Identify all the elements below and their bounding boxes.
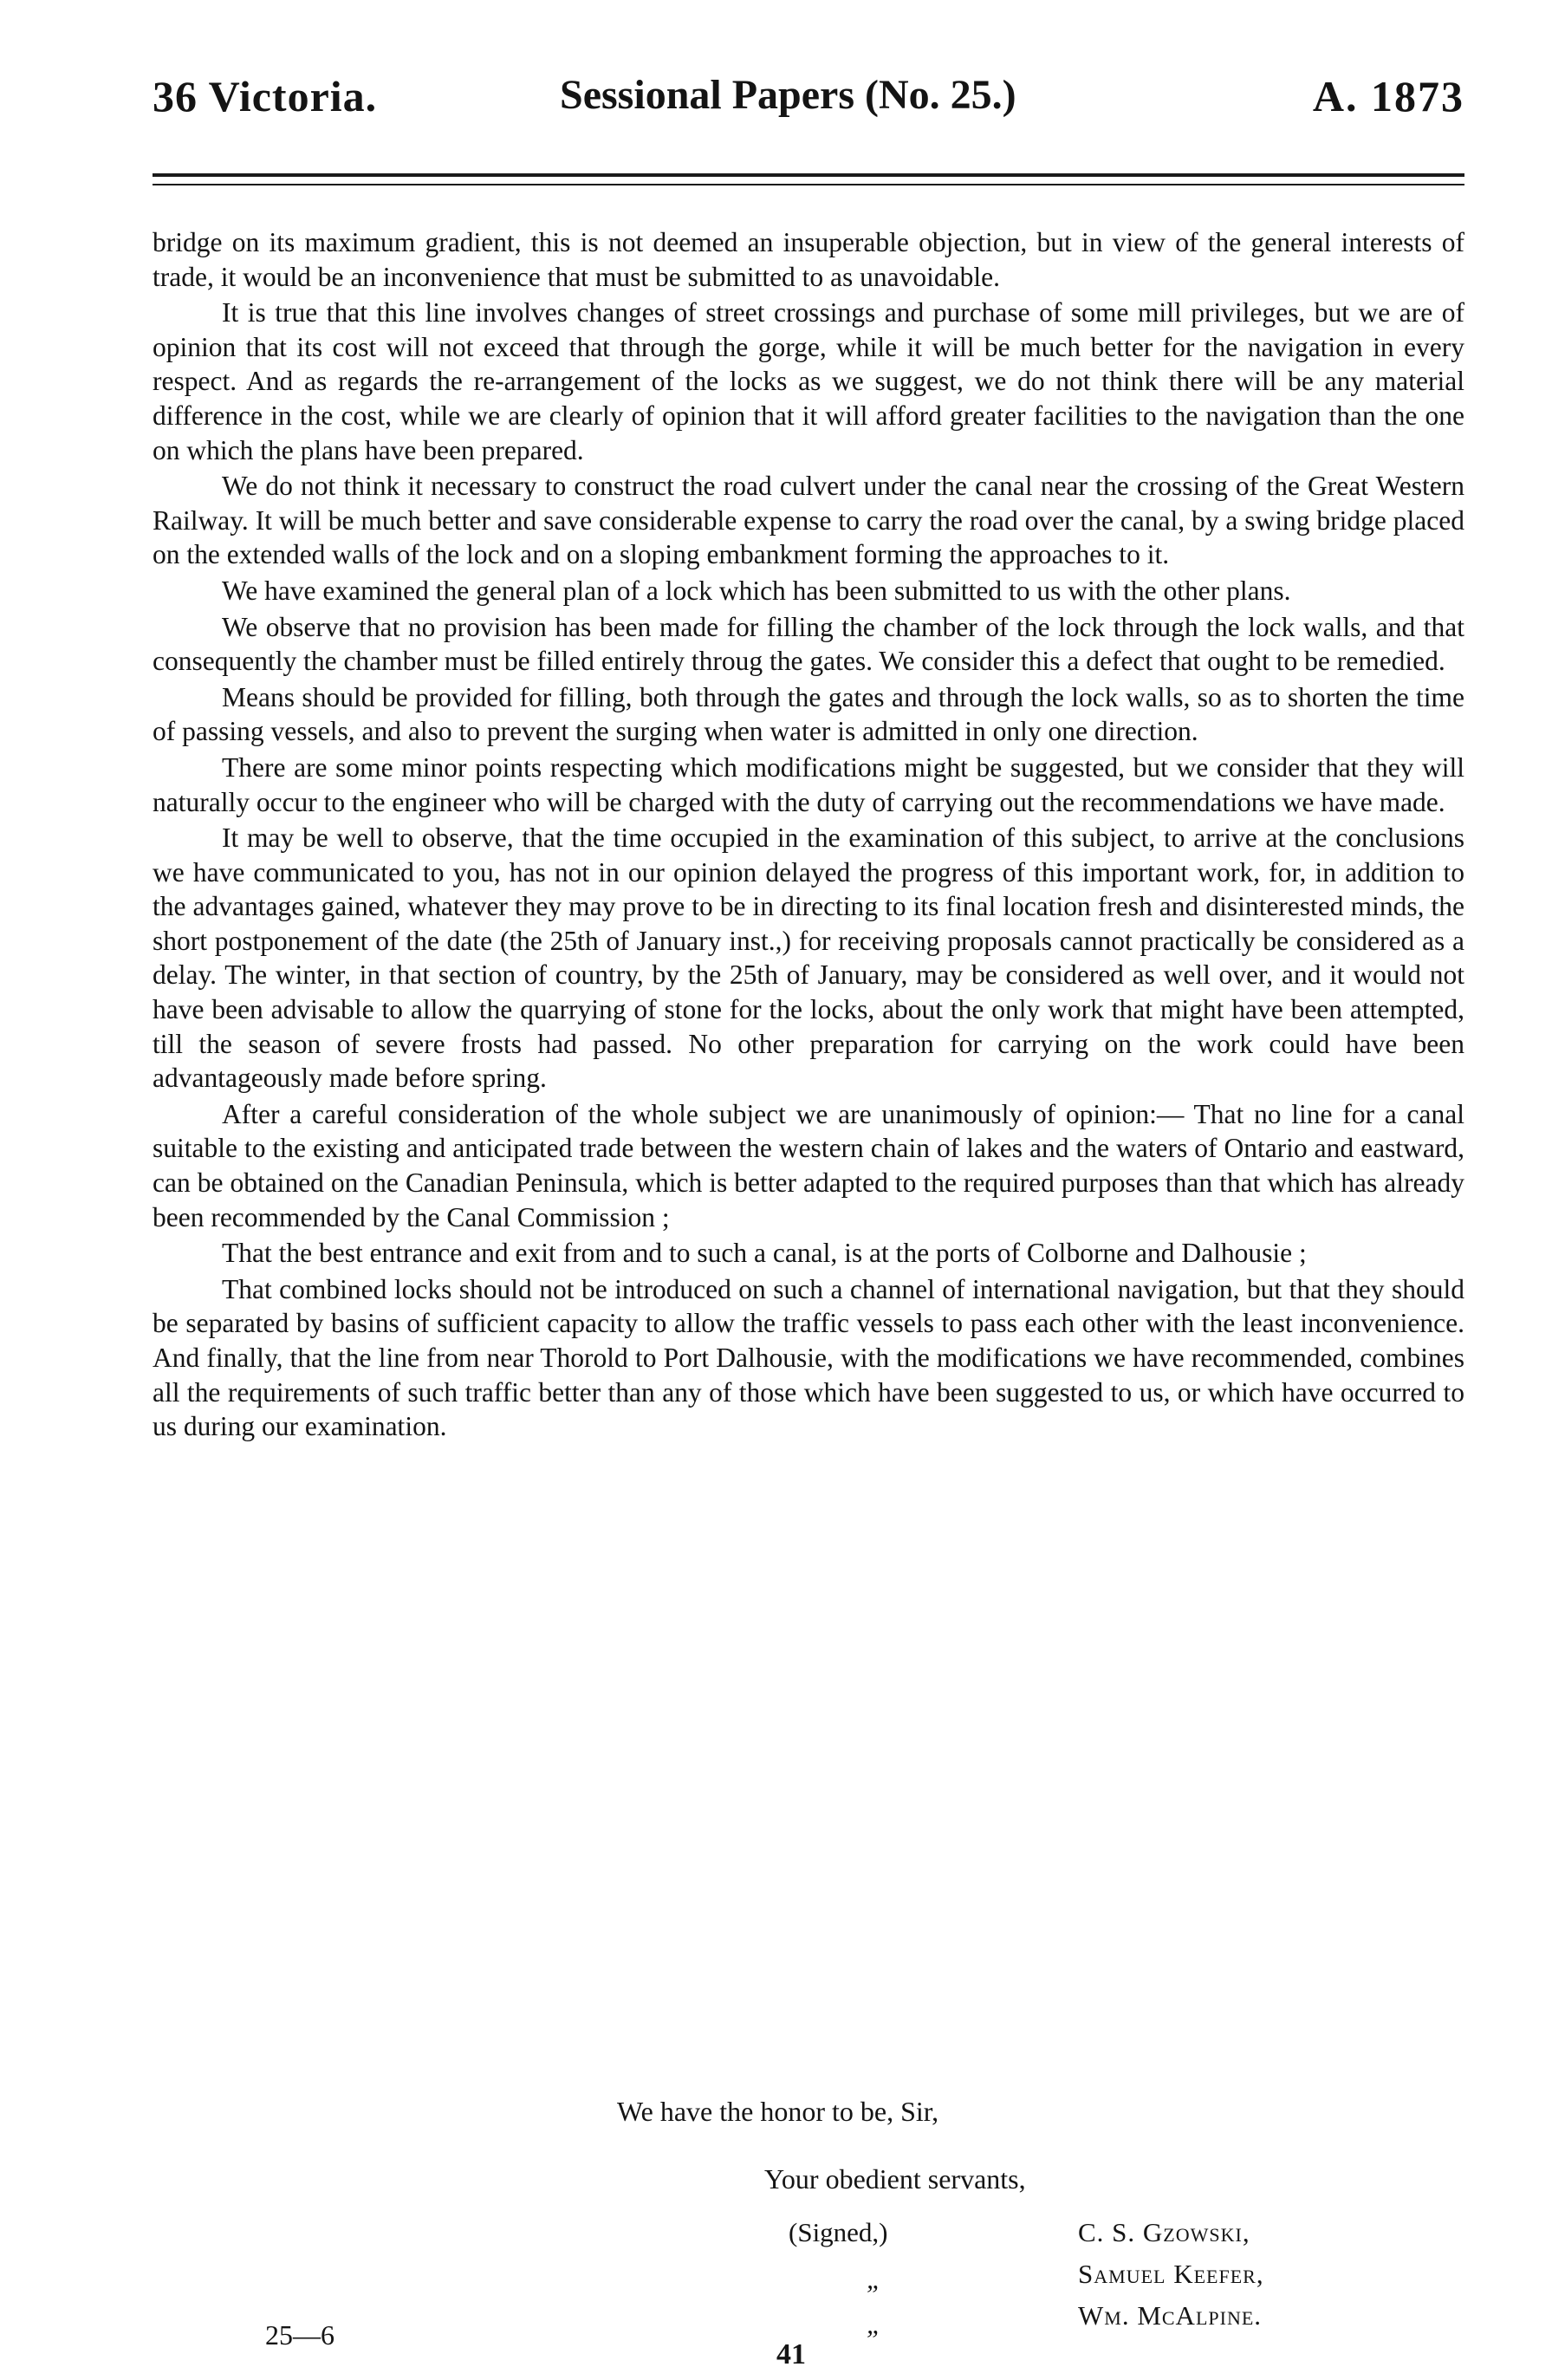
paragraph: That the best entrance and exit from and to such a canal, is at the ports of Colborne and Dalhousie ; (222, 1238, 1307, 1269)
paragraph: There are some minor points respecting which modifications might be suggested, but we consider that they will naturally occur to the engineer who will be charged with the duty of carrying out the recommendations we have made. (153, 751, 1464, 817)
paragraph: That combined locks should not be introduced on such a channel of international navigation, but that they should be separated by basins of sufficient capacity to allow the traffic vessels to pass each other with the least inconvenience. And finally, that the line from near Thorold to Port Dalhousie, with the modifications we have recommended, combines all the requirements of such traffic better than any of those which have been suggested to us, or which have occurred to us during our examination. (153, 1273, 1464, 1442)
footer-reference: 25—6 (265, 2319, 334, 2351)
ditto-mark: „ (867, 2309, 882, 2339)
header-rule-thick (153, 173, 1464, 177)
closing-servants: Your obedient servants, (764, 2163, 1026, 2195)
page-number: 41 (776, 2338, 806, 2370)
closing-salutation: We have the honor to be, Sir, (617, 2096, 939, 2127)
paragraph: Means should be provided for filling, both through the gates and through the lock walls, so as to shorten the time of passing vessels, and also to prevent the surging when water is admitted in only one direction. (153, 681, 1464, 747)
signatory-mcalpine: Wm. McAlpine. (1078, 2300, 1263, 2331)
header-title: Sessional Papers (No. 25.) (560, 72, 1016, 118)
paragraph: We observe that no provision has been made for filling the chamber of the lock through the lock walls, and that consequently the chamber must be filled entirely throug the gates. We consider this a defect that ought to be remedied. (153, 611, 1464, 677)
paragraph: It may be well to observe, that the time occupied in the examination of this subject, to arrive at the conclusions we have communicated to you, has not in our opinion delayed the progress of this important work, for, in addition to the advantages gained, whatever they may prove to be in directing to its final location fresh and disinterested minds, the short postponement of the date (the 25th of January inst.,) for receiving proposals cannot practically be considered as a delay. The winter, in that section of country, by the 25th of January, may be considered as well over, and it would not have been advisable to allow the quarrying of stone for the locks, about the only work that might have been attempted, till the season of severe frosts had passed. No other preparation for carrying on the work could have been advantageously made before spring. (153, 823, 1464, 1094)
signatory-gzowski: C. S. Gzowski, (1078, 2217, 1250, 2247)
header-volume: 36 Victoria. (153, 72, 378, 120)
paragraph: It is true that this line involves changes of street crossings and purchase of some mill privileges, but we are of opinion that its cost will not exceed that through the gorge, while it will be much better for the navigation in every respect. And as regards the re-arrangement of the locks as we suggest, we do not think there will be any material difference in the cost, while we are clearly of opinion that it will afford greater facilities to the navigation than the one on which the plans have been prepared. (153, 297, 1464, 465)
signatory-keefer: Samuel Keefer, (1078, 2259, 1264, 2289)
ditto-mark: „ (867, 2264, 882, 2294)
paragraph: We do not think it necessary to construct the road culvert under the canal near the crossing of the Great Western Railway. It will be much better and save considerable expense to carry the road over the canal, by a swing bridge placed on the extended walls of the lock and on a sloping embankment forming the approaches to it. (153, 471, 1464, 570)
signed-label: (Signed,) (789, 2217, 888, 2247)
header-year: A. 1873 (1312, 72, 1464, 120)
paragraph: bridge on its maximum gradient, this is not deemed an insuperable objection, but in view of the general interests of trade, it would be an inconvenience that must be submitted to as unavoidable. (153, 227, 1464, 292)
paragraph: After a careful consideration of the whole subject we are unanimously of opinion:— That no line for a canal suitable to the existing and anticipated trade between the western chain of lakes and the waters of Ontario and eastward, can be obtained on the Canadian Peninsula, which is better adapted to the required purposes than that which has already been recommended by the Canal Commission ; (153, 1098, 1464, 1232)
page-header (153, 71, 1464, 132)
paragraph: We have examined the general plan of a lock which has been submitted to us with the other plans. (222, 575, 1291, 606)
body-text (153, 225, 1464, 1444)
header-rule-thin (153, 184, 1464, 185)
